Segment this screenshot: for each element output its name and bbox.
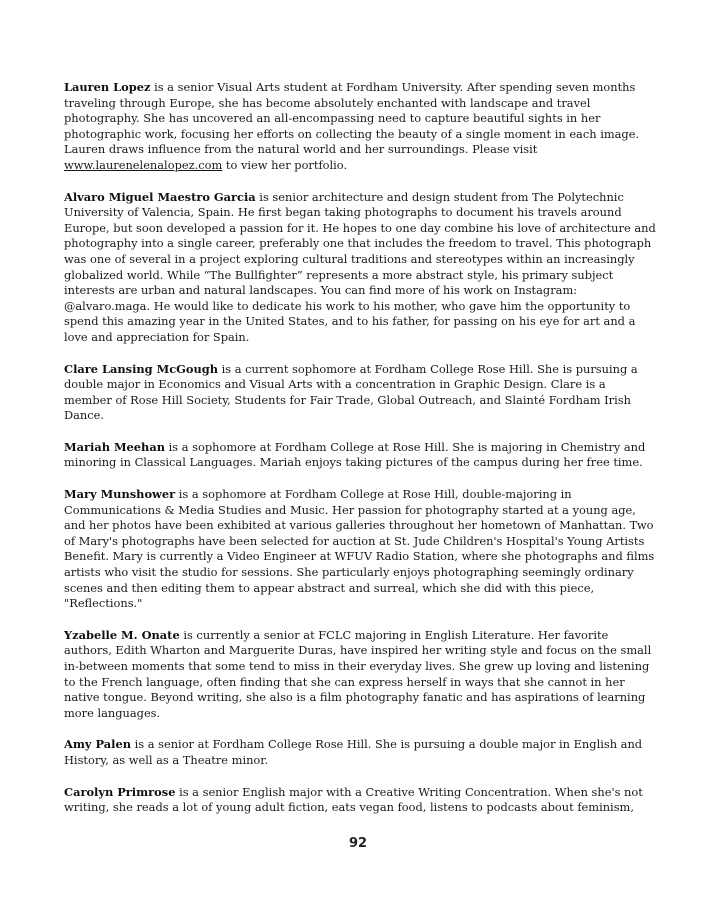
bio-amy-palen: [64, 737, 656, 768]
bio-text: is a senior at Fordham College Rose Hill. She is pursuing a double major in English and History, as well as a Theatre minor.: [64, 737, 643, 767]
bio-carolyn-primrose: [64, 785, 656, 816]
bio-alvaro-garcia: [64, 190, 656, 346]
portfolio-link[interactable]: www.laurenelenalopez.com: [64, 157, 223, 172]
bio-name: Mariah Meehan: [64, 439, 165, 454]
bio-text: is a senior Visual Arts student at Fordham University. After spending seven months traveling through Europe, she has become absolutely enchanted with landscape and travel photography. She has uncovered an all-encompassing need to capture beautiful sights in her photographic work, focusing her efforts on collecting the beauty of a single moment in each image. Lauren draws influence from the natural world and her surroundings. Please visit: [64, 80, 640, 157]
bio-name: Amy Palen: [64, 737, 131, 752]
bio-name: Clare Lansing McGough: [64, 361, 219, 376]
bio-text-after: to view her portfolio.: [222, 157, 348, 172]
bio-mary-munshower: [64, 487, 656, 612]
bio-text: is senior architecture and design student from The Polytechnic University of Valencia, Spain. He first began taking photographs to document his travels around Europe, but soon developed a passion for it. He hopes to one day combine his love of architecture and photography into a single career, preferably one that includes the freedom to travel. This photograph was one of several in a project exploring cultural traditions and stereotypes within an increasingly globalized world. While “The Bullfighter” represents a more abstract style, his primary subject interests are urban and natural landscapes. You can find more of his work on Instagram: @alvaro.maga. He would like to dedicate his work to his mother, who gave him the opportunity to spend this amazing year in the United States, and to his father, for passing on his eye for art and a love and appreciation for Spain.: [64, 189, 656, 344]
contributor-bios: [64, 80, 656, 832]
bio-mariah-meehan: [64, 440, 656, 471]
bio-name: Yzabelle M. Onate: [64, 627, 180, 642]
bio-text: is a current sophomore at Fordham College Rose Hill. She is pursuing a double major in Economics and Visual Arts with a concentration in Graphic Design. Clare is a member of Rose Hill Society, Students for Fair Trade, Global Outreach, and Slainté Fordham Irish Dance.: [64, 361, 638, 423]
bio-text: is a sophomore at Fordham College at Rose Hill, double-majoring in Communications & Media Studies and Music. Her passion for photography started at a young age, and her photos have been exhibited at various galleries throughout her hometown of Manhattan. Two of Mary's photographs have been selected for auction at St. Jude Children's Hospital's Young Artists Benefit. Mary is currently a Video Engineer at WFUV Radio Station, where she photographs and films artists who visit the studio for sessions. She particularly enjoys photographing seemingly ordinary scenes and then editing them to appear abstract and surreal, which she did with this piece, "Reflections.": [64, 487, 655, 611]
bio-name: Alvaro Miguel Maestro Garcia: [64, 189, 256, 204]
page-number: 92: [348, 836, 368, 851]
bio-text: is a sophomore at Fordham College at Rose Hill. She is majoring in Chemistry and minoring in Classical Languages. Mariah enjoys taking pictures of the campus during her free time.: [64, 439, 646, 470]
bio-lauren-lopez: [64, 80, 656, 174]
bio-text: is a senior English major with a Creative Writing Concentration. When she's not writing, she reads a lot of young adult fiction, eats vegan food, listens to podcasts about feminism,: [64, 784, 643, 815]
bio-name: Mary Munshower: [64, 487, 176, 502]
bio-name: Carolyn Primrose: [64, 784, 176, 799]
bio-text: is currently a senior at FCLC majoring in English Literature. Her favorite authors, Edith Wharton and Marguerite Duras, have inspired her writing style and focus on the small in-between moments that some tend to miss in their everyday lives. She grew up loving and listening to the French language, often finding that she can express herself in ways that she cannot in her native tongue. Beyond writing, she also is a film photography fanatic and has aspirations of learning more languages.: [64, 627, 652, 720]
bio-yzabelle-onate: [64, 628, 656, 722]
bio-clare-mcgough: [64, 362, 656, 424]
bio-name: Lauren Lopez: [64, 80, 151, 94]
